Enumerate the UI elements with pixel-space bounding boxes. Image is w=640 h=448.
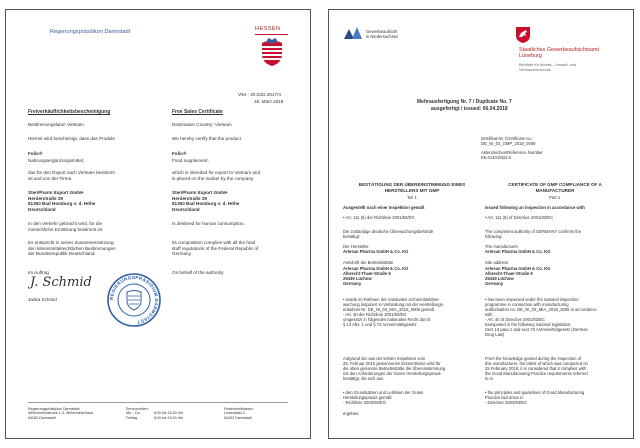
site-label-en: Site address [485, 260, 509, 265]
manufacturer-de: Artesan Pharma GmbH & Co. KG [343, 249, 409, 254]
product-de: Folio® [28, 151, 43, 156]
title-de: BESTÄTIGUNG DER ÜBEREINSTIMMUNG EINES HERSTELLERS MIT GMP [358, 182, 466, 193]
manufacturer-label-de: Der Hersteller [343, 244, 369, 249]
authority-de: Die zuständige deutsche Überwachungsbehörde bestätigt: [343, 229, 434, 240]
official-seal-icon [106, 272, 162, 328]
footer-address: Regierungspräsidium Darmstadt Wilhelminenstraße 1-3, Wilhelminenhaus 64283 Darmstadt [28, 407, 94, 420]
product-en: Folio® [172, 151, 187, 156]
gmp-text-en: From the knowledge gained during the inspection of this manufacturer, the latest of which was conducted on 25 February 2016, it is considered that it complies with the Good Manufacturing Practice requirements referred to in [485, 356, 588, 382]
site-label-de: Anschrift der Betriebsstätte [343, 260, 394, 265]
sale-text-de: In den Verkehr gebracht wird, für die menschliche Ernährung bestimmt ist. [28, 221, 104, 232]
inspection-text-de: • wurde im Rahmen der nationalen Arzneimittelüber- wachung inspiziert in Verbindung mit der Herstellungs- erlaubnis Nr. DE_NI_03_MIA_2018_0005 gemäß - Art. 40 der Richtlinie 2001/83/EG umgesetzt in folgendes nationales Recht durch: § 13 Abs. 1 und § 72 Arzneimittelgesetz [343, 297, 445, 328]
export-text-de: das für den Export nach Vietnam bestimmt ist und von der Firma [28, 170, 115, 181]
footer-mailbox: Fristenbriefkasten: Luisenplatz 2 64283 Darmstadt [224, 407, 254, 420]
product-type-en: Food supplement, [172, 158, 209, 163]
principles-text-en: • the principles and guidelines of Good Manufacturing Practice laid down in - Directive 2003/94/EC [485, 390, 585, 406]
duplicate-title: Mehrausfertigung Nr. 7 / Duplicate No. 7 [417, 99, 512, 105]
compliance-text-en: Its composition complies with all the food stuff regulations of the Federal Republic of Germany. [172, 240, 259, 256]
part-en: Part 1 [549, 195, 561, 200]
lower-saxony-horse-icon [515, 26, 531, 44]
company-address-en: SteriPharm Export GmbH Herderstraße 29 61350 Bad Homburg v. d. Höhe Deutschland [172, 190, 240, 212]
issued-en: Issued following an inspection in accordance with [485, 205, 585, 210]
hessen-coat-of-arms-icon [259, 37, 285, 67]
manufacturer-label-en: The manufacturer [485, 244, 519, 249]
article-de: • Art. 111 (5) der Richtlinie 2001/83/EG [343, 215, 415, 220]
destination-de: Bestimmungsland: Vietnam [28, 122, 84, 127]
issued-de: Ausgestellt nach einer Inspektion gemäß [343, 205, 425, 210]
inspection-text-en: • has been inspected under the national inspection programme in connection with manufacturing authorisation no. DE_NI_03_MIA_2018_0005 in accordance with - Art. 40 of Directive 2001/83/EC transposed in the following national legislation: Sect 13 para 1 and sect 72 Arzneimittelgesetz (German Drug Law) [485, 297, 597, 338]
site-address-en: Artesan Pharma GmbH & Co. KG Albrecht-Thaer-Straße 9 29439 Lüchow Germany [485, 266, 551, 287]
certificate-number: DE_NI_03_GMP_2018_0009 [481, 141, 536, 146]
gewerbeaufsicht-logo-text: Gewerbeaufsicht in Niedersachsen [366, 29, 399, 40]
export-text-en: which is intended for export to Vietnam and is placed on the market by the company [172, 170, 261, 181]
company-address-de: SteriPharm Export GmbH Herderstraße 29 61350 Bad Homburg v. d. Höhe Deutschland [28, 190, 96, 212]
gewerbeaufsicht-logo-icon [343, 26, 363, 40]
footer-service-times: 8:00 bis 16:30 Uhr 8:00 bis 15:00 Uhr [154, 411, 184, 420]
state-office-title: Staatliches Gewerbeaufsichtsamt Lüneburg [519, 47, 599, 60]
article-en: • Art. 111 (5) of Directive 2001/83/EC [485, 215, 554, 220]
duplicate-issued-date: ausgefertigt / issued: 06.04.2018 [431, 106, 508, 112]
handwritten-signature: J. Schmid [30, 275, 92, 290]
reference-number: K5-41401/502.6 [481, 155, 511, 160]
title-en: CERTIFICATE OF GMP COMPLIANCE OF A MANUFACTURER [508, 182, 602, 193]
gmp-text-de: Aufgrund der aus der letzten Inspektion vom 25. Februar 2016 gewonnenen Erkenntnisse wird für die oben genannte Betriebsstätte die Übereinstimmung mit den Anforderungen der Guten Herstellungspraxis bestätigt, die sich aus [343, 356, 446, 382]
state-office-subtitle: Behörde für Arbeits-, Umwelt- und Verbraucherschutz [519, 63, 577, 72]
document-date: 26. März 2018 [254, 99, 284, 104]
svg-text:REGIERUNGSPRÄSIDIUM DARMSTADT: REGIERUNGSPRÄSIDIUM DARMSTADT [108, 274, 160, 325]
manufacturer-en: Artesan Pharma GmbH & Co. KG [485, 249, 551, 254]
state-rule [255, 34, 288, 35]
on-behalf-en: On behalf of the authority [172, 270, 224, 275]
title-en: Free Sales Certificate [172, 109, 223, 115]
footer-divider [28, 402, 288, 403]
certificate-page-lueneburg [328, 9, 634, 439]
certify-de: Hiermit wird bescheinigt, dass das Produkt [28, 136, 115, 141]
title-de: Freiverkäuflichkeitsbescheinigung [28, 109, 111, 115]
certify-en: We hereby certify that the product [172, 136, 241, 141]
authority-en: The competent authority of GERMANY confirms the following: [485, 229, 582, 240]
on-behalf-de: Im Auftrag [28, 270, 49, 275]
certificate-number-label: Zertifikat-Nr. /Certificate no.: [481, 136, 534, 141]
signatory-name: Janka Schmid [28, 297, 57, 302]
sale-text-en: Is destined for human consumption. [172, 221, 245, 226]
authority-name: Regierungspräsidium Darmstadt [50, 29, 131, 35]
principles-text-de: • den Grundsätzen und Leitlinien der Guten Herstellungspraxis gemäß - Richtlinie 2003/94/EG [343, 390, 424, 406]
site-address-de: Artesan Pharma GmbH & Co. KG Albrecht-Thaer-Straße 9 29439 Lüchow Germany [343, 266, 409, 287]
destination-en: Destination Country: Vietnam [172, 122, 232, 127]
compliance-text-de: Es entspricht in seiner Zusammensetzung den lebensmittelrechtlichen Bestimmungen der Bundesrepublik Deutschland. [28, 240, 116, 256]
certificate-page-darmstadt [5, 9, 311, 439]
part-de: Teil 1 [407, 195, 417, 200]
state-name: HESSEN [255, 26, 281, 32]
closing-de: ergeben. [343, 411, 360, 416]
reference-number: V54 - 20.03/2.2017/4 [238, 92, 281, 97]
reference-number-label: Aktenzeichen/Reference Number [481, 150, 543, 155]
footer-service-hours: Servicezeiten: Mo. - Do. Freitag [126, 407, 149, 420]
product-type-de: Nahrungsergänzungsmittel, [28, 158, 85, 163]
